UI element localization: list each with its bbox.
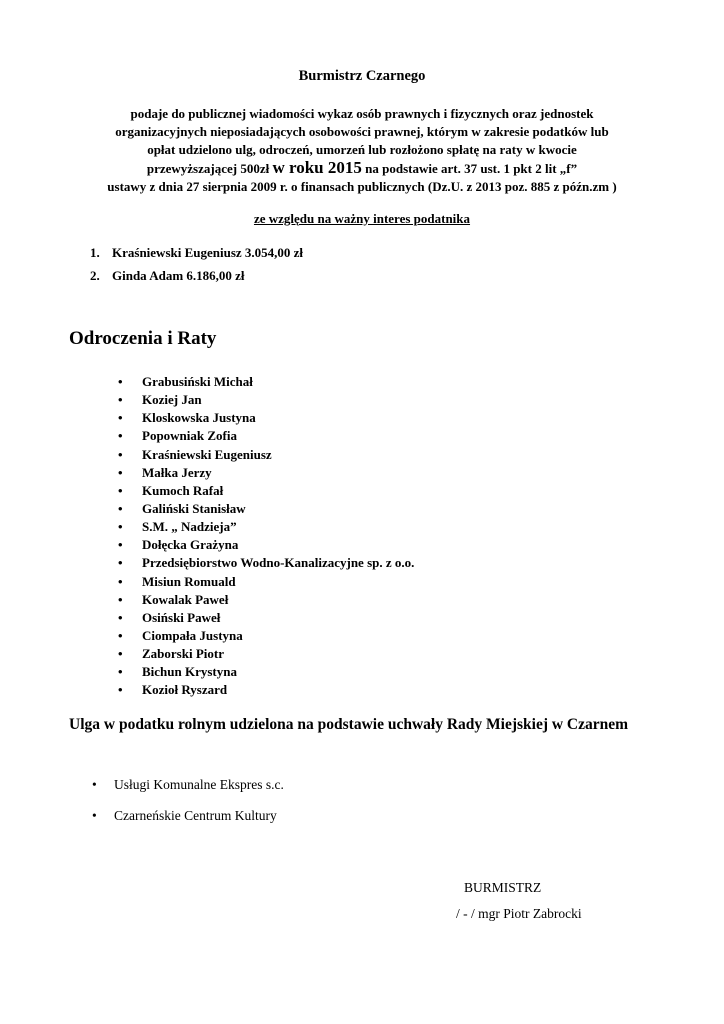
item-text: Bichun Krystyna	[142, 664, 237, 680]
intro-text: przewyższającej 500zł	[146, 161, 273, 176]
list-item	[92, 807, 284, 838]
list-item	[118, 681, 414, 699]
bullet: •	[118, 646, 123, 662]
bullet: •	[118, 627, 123, 643]
intro-line: opłat udzielono ulg, odroczeń, umorzeń lub rozłożono spłatę na raty w kwocie	[147, 142, 577, 157]
signature-title: BURMISTRZ	[464, 880, 542, 895]
item-text: Koziej Jan	[142, 392, 202, 408]
list-item	[118, 663, 414, 681]
item-text: Kozioł Ryszard	[142, 682, 228, 698]
list-item	[118, 609, 414, 627]
list-item	[118, 645, 414, 663]
section-heading-ulga: Ulga w podatku rolnym udzielona na podstawie uchwały Rady Miejskiej w Czarnem	[69, 716, 629, 733]
bullet: •	[118, 537, 123, 553]
list-item	[118, 573, 414, 591]
item-text: Misiun Romuald	[142, 573, 236, 589]
item-text: Czarneńskie Centrum Kultury	[114, 808, 277, 823]
bullet: •	[118, 682, 123, 698]
bullet: •	[118, 591, 123, 607]
item-text: S.M. „ Nadzieja”	[142, 519, 237, 535]
list-item	[118, 373, 414, 391]
list-item	[90, 244, 303, 267]
odroczenia-list	[118, 373, 414, 700]
intro-line	[60, 159, 664, 178]
item-text: Kloskowska Justyna	[142, 410, 256, 426]
bullet: •	[118, 555, 123, 571]
bullet: •	[118, 500, 123, 516]
umorzenia-list	[90, 244, 303, 290]
bullet: •	[92, 808, 97, 823]
intro-paragraph	[60, 105, 664, 196]
list-item	[92, 776, 284, 807]
bullet: •	[92, 777, 97, 792]
list-item	[118, 500, 414, 518]
intro-line: organizacyjnych nieposiadających osobowości prawnej, którym w zakresie podatków lub	[115, 124, 609, 139]
bullet: •	[118, 609, 123, 625]
item-number: 2.	[90, 268, 100, 283]
bullet: •	[118, 519, 123, 535]
list-item	[118, 554, 414, 572]
item-text: Grabusiński Michał	[142, 374, 253, 389]
section-heading-odroczenia: Odroczenia i Raty	[69, 328, 217, 349]
item-text: Galiński Stanisław	[142, 500, 246, 516]
signature-name: / - / mgr Piotr Zabrocki	[456, 906, 582, 921]
list-item	[118, 446, 414, 464]
list-item	[118, 627, 414, 645]
bullet: •	[118, 410, 123, 426]
intro-year-emphasis: w roku 2015	[272, 158, 362, 177]
document-title: Burmistrz Czarnego	[298, 68, 426, 84]
list-item	[118, 482, 414, 500]
list-item	[118, 464, 414, 482]
list-item	[118, 391, 414, 409]
bullet: •	[118, 664, 123, 680]
list-item	[118, 591, 414, 609]
bullet: •	[118, 374, 123, 389]
list-item	[118, 536, 414, 554]
item-text: Przedsiębiorstwo Wodno-Kanalizacyjne sp. z o.o.	[142, 555, 415, 571]
bullet: •	[118, 464, 123, 480]
item-text: Zaborski Piotr	[142, 646, 224, 662]
item-text: Ginda Adam 6.186,00 zł	[112, 268, 245, 283]
item-text: Ciompała Justyna	[142, 627, 243, 643]
list-item	[118, 518, 414, 536]
item-text: Kraśniewski Eugeniusz 3.054,00 zł	[112, 245, 304, 260]
list-item	[118, 427, 414, 445]
item-number: 1.	[90, 245, 100, 260]
bullet: •	[118, 482, 123, 498]
item-text: Popowniak Zofia	[142, 428, 237, 444]
item-text: Dołęcka Grażyna	[142, 537, 239, 553]
item-text: Kumoch Rafał	[142, 482, 224, 498]
bullet: •	[118, 446, 123, 462]
reason-subheading: ze względu na ważny interes podatnika	[253, 211, 471, 226]
intro-line: podaje do publicznej wiadomości wykaz osób prawnych i fizycznych oraz jednostek	[130, 106, 594, 121]
bullet: •	[118, 573, 123, 589]
bullet: •	[118, 428, 123, 444]
item-text: Osiński Paweł	[142, 609, 221, 625]
item-text: Małka Jerzy	[142, 464, 212, 480]
item-text: Usługi Komunalne Ekspres s.c.	[114, 777, 284, 792]
item-text: Kowalak Paweł	[142, 591, 229, 607]
ulga-list	[92, 776, 284, 838]
intro-text: na podstawie art. 37 ust. 1 pkt 2 lit „f”	[361, 161, 578, 176]
list-item	[90, 267, 303, 290]
intro-line: ustawy z dnia 27 sierpnia 2009 r. o finansach publicznych (Dz.U. z 2013 poz. 885 z późn.zm )	[107, 179, 617, 194]
item-text: Kraśniewski Eugeniusz	[142, 446, 272, 462]
list-item	[118, 409, 414, 427]
bullet: •	[118, 392, 123, 408]
